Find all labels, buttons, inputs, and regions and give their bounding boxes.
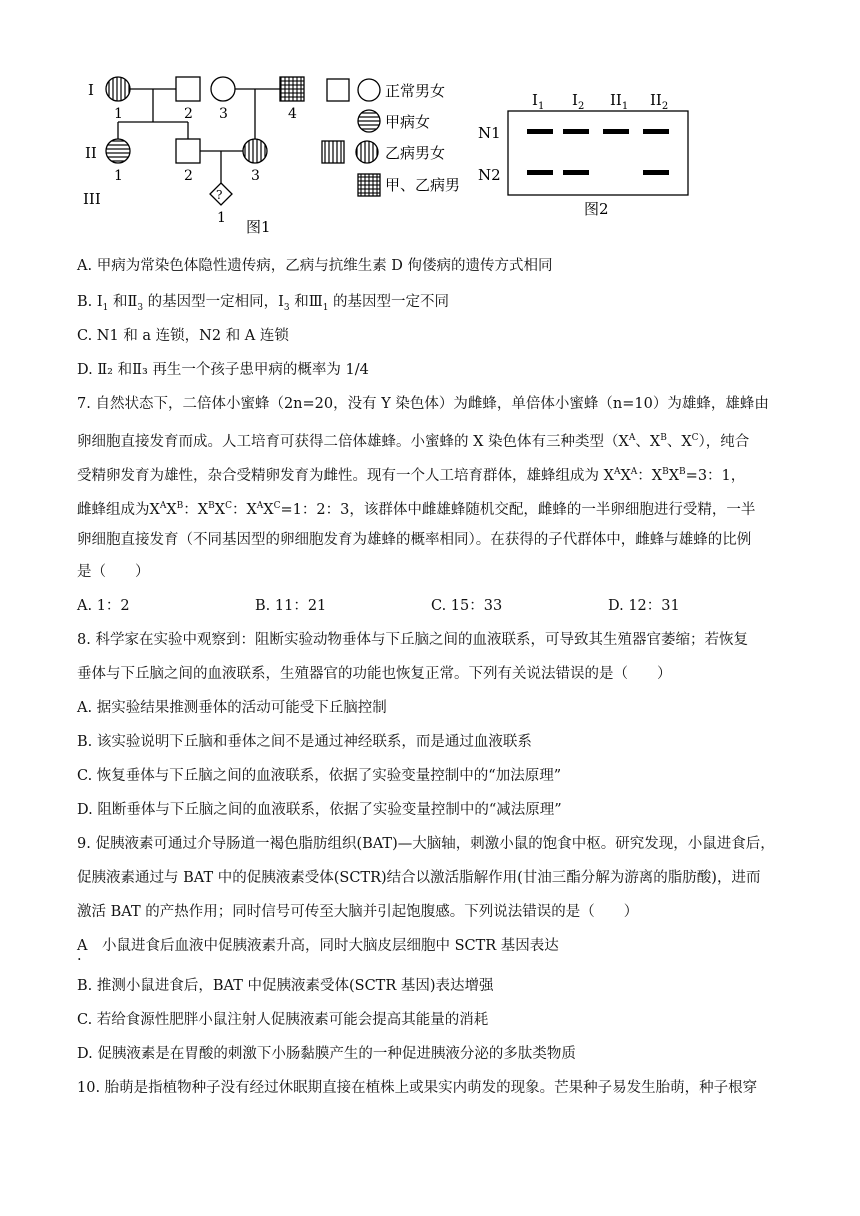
q7-option-c: C. 15：33 [431,598,503,614]
q9-stem-line-1: 9. 促胰液素可通过介导肠道一褐色脂肪组织(BAT)—大脑轴，刺激小鼠的饱食中枢。研究发现，小鼠进食后， [77,836,775,852]
gel-frame [508,111,688,195]
q7-stem-line-1: 7. 自然状态下，二倍体小蜜蜂（2n=20，没有 Y 染色体）为雌蜂，单倍体小蜜蜂（n=10）为雄蜂，雄蜂由 [77,396,769,412]
individual-I4 [280,77,304,101]
label-I2: 2 [184,106,193,122]
q9-stem-line-2: 促胰液素通过与 BAT 中的促胰液素受体(SCTR)结合以激活脂解作用(甘油三酯分解为游离的脂肪酸)，进而 [77,870,761,886]
lane-header-II1: $II_1$ [610,91,629,112]
gel-band-N2-lane-1 [527,170,553,175]
legend-normal-male-symbol [327,79,349,101]
q7-stem-line-3: 受精卵发育为雄性，杂合受精卵发育为雌性。现有一个人工培育群体，雄蜂组成为 $X^AX^A$：$X^BX^B=3$：1， [77,467,746,484]
generation-label-II: II [85,144,97,162]
q7-option-b: B. 11：21 [255,598,327,614]
row-label-N2: N2 [478,166,501,184]
lane-header-I1: $I_1$ [532,91,545,112]
q7-option-d: D. 12：31 [608,598,680,614]
label-II3: 3 [251,168,260,184]
q6-option-a: A. 甲病为常染色体隐性遗传病，乙病与抗维生素 D 佝偻病的遗传方式相同 [77,258,553,274]
gel-band-N1-lane-2 [563,129,589,134]
electrophoresis-figure-2 [478,91,688,218]
label-III1: 1 [217,210,226,226]
legend-disease-ab-male-label: 甲、乙病男 [385,176,461,194]
legend-disease-b-female-symbol [356,141,378,163]
pedigree-figure-1 [83,77,304,236]
legend-normal-female-symbol [358,79,380,101]
label-I1: 1 [114,106,123,122]
individual-I3 [211,77,235,101]
row-label-N1: N1 [478,124,501,142]
figure-2-caption: 图2 [584,200,609,218]
legend-disease-b-male-symbol [322,141,344,163]
label-I3: 3 [219,106,228,122]
q9-stem-line-3: 激活 BAT 的产热作用；同时信号可传至大脑并引起饱腹感。下列说法错误的是（ ） [77,904,639,920]
q9-option-a: A 小鼠进食后血液中促胰液素升高，同时大脑皮层细胞中 SCTR 基因表达 [77,938,559,954]
q8-option-b: B. 该实验说明下丘脑和垂体之间不是通过神经联系，而是通过血液联系 [77,734,532,750]
label-I4: 4 [288,106,297,122]
generation-label-I: I [88,81,94,99]
individual-II3 [243,139,267,163]
individual-II1 [106,139,130,163]
q6-option-d: D. Ⅱ₂ 和Ⅱ₃ 再生一个孩子患甲病的概率为 1/4 [77,362,369,378]
q7-stem-line-4: 雌蜂组成为$X^AX^B$：$X^BX^C$：$X^AX^C=1$：2：3，该群体中雌雄蜂随机交配，雌蜂的一半卵细胞进行受精，一半 [77,501,756,518]
legend-disease-a-female-symbol [358,110,380,132]
gel-band-N2-lane-4 [643,170,669,175]
q8-option-c: C. 恢复垂体与下丘脑之间的血液联系，依据了实验变量控制中的“加法原理” [77,768,562,784]
q8-stem-line-1: 8. 科学家在实验中观察到：阻断实验动物垂体与下丘脑之间的血液联系，可导致其生殖器官萎缩；若恢复 [77,632,748,648]
gel-band-N1-lane-4 [643,129,669,134]
legend-disease-a-female-label: 甲病女 [385,113,431,131]
pedigree-legend [322,79,460,196]
q8-stem-line-2: 垂体与下丘脑之间的血液联系，生殖器官的功能也恢复正常。下列有关说法错误的是（ ） [77,666,672,682]
legend-disease-ab-male-symbol [358,174,380,196]
individual-I1 [106,77,130,101]
gel-band-N1-lane-1 [527,129,553,134]
legend-normal-label: 正常男女 [385,82,446,100]
label-II1: 1 [114,168,123,184]
q7-option-a: A. 1：2 [77,598,130,614]
individual-II2 [176,139,200,163]
individual-I2 [176,77,200,101]
q9-option-d: D. 促胰液素是在胃酸的刺激下小肠黏膜产生的一种促进胰液分泌的多肽类物质 [77,1046,576,1062]
q7-stem-line-5: 卵细胞直接发育（不同基因型的卵细胞发育为雄蜂的概率相同）。在获得的子代群体中，雌蜂与雄蜂的比例 [77,532,752,548]
gel-band-N1-lane-3 [603,129,629,134]
generation-label-III: III [83,190,101,208]
q8-option-d: D. 阻断垂体与下丘脑之间的血液联系，依据了实验变量控制中的“减法原理” [77,802,562,818]
q9-option-c: C. 若给食源性肥胖小鼠注射人促胰液素可能会提高其能量的消耗 [77,1012,489,1028]
figure-1-caption: 图1 [246,218,271,236]
label-II2: 2 [184,168,193,184]
q8-option-a: A. 据实验结果推测垂体的活动可能受下丘脑控制 [77,700,387,716]
gel-band-N2-lane-2 [563,170,589,175]
legend-disease-b-label: 乙病男女 [385,144,446,162]
q9-option-a-dot: · [77,952,82,968]
figure-area [0,0,860,250]
lane-header-II2: $II_2$ [650,91,669,112]
individual-III1-unknown-mark: ? [216,188,223,202]
q9-option-b: B. 推测小鼠进食后，BAT 中促胰液素受体(SCTR 基因)表达增强 [77,978,494,994]
q7-stem-line-6: 是（ ） [77,564,150,580]
q7-stem-line-2: 卵细胞直接发育而成。人工培育可获得二倍体雄蜂。小蜜蜂的 X 染色体有三种类型（$X^A$、$X^B$、$X^C$），纯合 [77,433,750,450]
q6-option-c: C. N1 和 a 连锁，N2 和 A 连锁 [77,328,289,344]
q6-option-b: B. $I_1$ 和$Ⅱ_3$ 的基因型一定相同，$I_3$ 和$Ⅲ_1$ 的基因型一定不同 [77,294,450,313]
lane-header-I2: $I_2$ [572,91,585,112]
q10-stem-line-1: 10. 胎萌是指植物种子没有经过休眠期直接在植株上或果实内萌发的现象。芒果种子易发生胎萌，种子根穿 [77,1080,758,1096]
